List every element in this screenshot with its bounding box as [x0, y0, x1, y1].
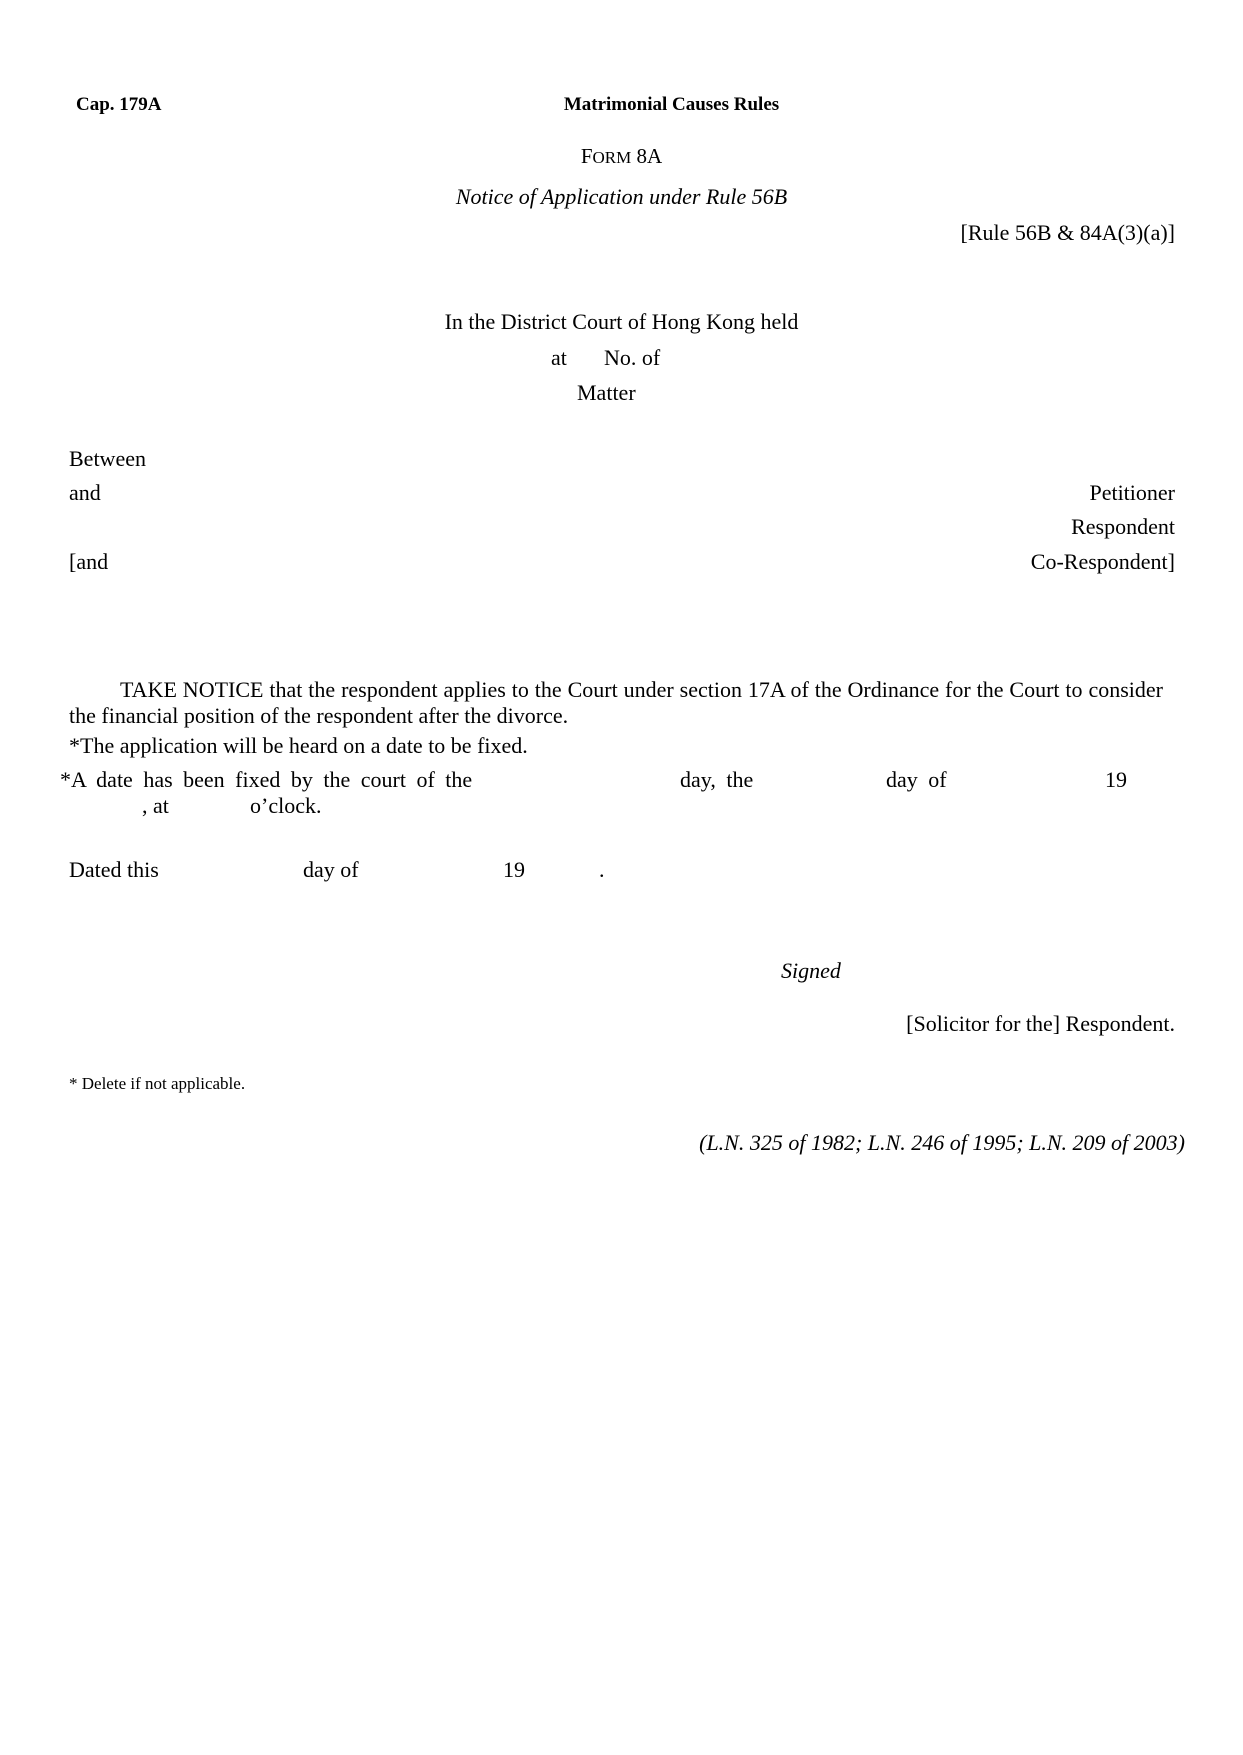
petitioner-label: Petitioner [1089, 480, 1175, 505]
court-matter-label: Matter [577, 380, 636, 405]
respondent-label: Respondent [1071, 514, 1175, 539]
form-title: Notice of Application under Rule 56B [455, 184, 788, 209]
date-fixed-text: *A date has been fixed by the court of the [60, 767, 473, 792]
heard-later-text: *The application will be heard on a date to be fixed. [69, 733, 528, 758]
oclock-text: o’clock. [250, 793, 322, 818]
take-notice-text: TAKE NOTICE that the respondent applies to the Court under section 17A of the Ordinance for the Court to consider the financial position of the respondent after the divorce. [69, 677, 1163, 728]
rules-title: Matrimonial Causes Rules [563, 94, 780, 115]
form-number-prefix: F [580, 144, 593, 168]
day-of-text: day of [886, 767, 947, 792]
court-number-label: No. of [604, 345, 661, 370]
day-the-text: day, the [680, 767, 754, 792]
between-label: Between [69, 446, 146, 471]
comma-at-text: , at [142, 793, 169, 818]
solicitor-label: [Solicitor for the] Respondent. [906, 1011, 1175, 1036]
legislation-reference: (L.N. 325 of 1982; L.N. 246 of 1995; L.N. 209 of 2003) [699, 1130, 1185, 1155]
court-heading: In the District Court of Hong Kong held [444, 309, 799, 334]
and-co-respondent-label: [and [69, 549, 109, 574]
dated-year-19-label: 19 [503, 857, 525, 882]
take-notice-paragraph [69, 677, 1163, 729]
dated-period: . [599, 857, 605, 882]
rule-reference: [Rule 56B & 84A(3)(a)] [960, 220, 1175, 245]
year-19-text: 19 [1105, 767, 1127, 792]
dated-this-label: Dated this [69, 857, 159, 882]
chapter-number: Cap. 179A [76, 94, 162, 115]
court-at-label: at [551, 345, 567, 370]
footnote: * Delete if not applicable. [69, 1074, 246, 1093]
form-number [0, 144, 1243, 169]
and-label: and [69, 480, 101, 505]
form-number-suffix: 8A [631, 144, 663, 168]
signed-label: Signed [781, 958, 841, 983]
dated-day-of-label: day of [303, 857, 359, 882]
co-respondent-label: Co-Respondent] [1030, 549, 1175, 574]
form-number-smallcaps: ORM [592, 148, 632, 167]
